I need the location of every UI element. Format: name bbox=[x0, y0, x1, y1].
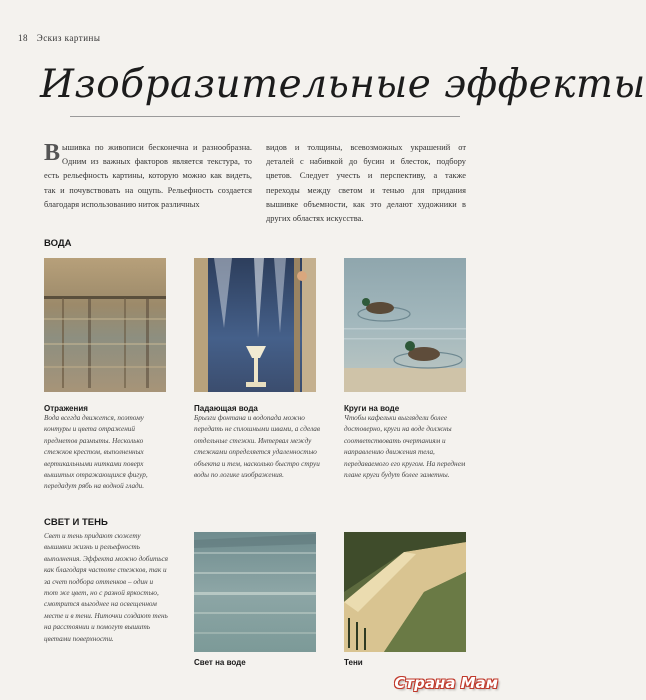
page-number: 18 bbox=[18, 33, 28, 43]
section-heading-light: СВЕТ И ТЕНЬ bbox=[44, 517, 108, 528]
photo-shadows bbox=[344, 532, 466, 652]
intro-right-column: видов и толщины, всевозможных украшений от деталей с набивкой до бусин и блесток, подбору цветов. Следует учесть и перспективу, а также переходы между светом и тенью для придания вышивке объемности, как это делают художники в других областях искусства. bbox=[266, 143, 466, 224]
caption-text-reflections: Вода всегда движется, поэтому контуры и цвета отражений предметов размыты. Несколько стежков крестом, выполненных вертикальными нитками поверх вышитых отражающихся фигур, передадут рябь на водной глади. bbox=[44, 414, 148, 491]
caption-title-falling-water: Падающая вода bbox=[194, 404, 258, 413]
caption-title-shadows: Тени bbox=[344, 658, 363, 667]
intro-left-column bbox=[44, 141, 252, 212]
light-shadow-text: Свет и тень придают сюжету вышивки жизнь и рельефность выполнения. Эффекта можно добиться как благодаря частоте стежков, так и за счет подбора оттенков – один и тот же цвет, но с разной яркостью, смотрится выгоднее на освещенном месте и в тени. Ниточки создают тень на расстоянии и помогут вышить цветами поверхности. bbox=[44, 532, 168, 643]
running-head bbox=[18, 33, 100, 43]
photo-light-on-water bbox=[194, 532, 316, 652]
photo-ducks-circles bbox=[344, 258, 466, 392]
caption-text-falling-water: Брызги фонтана и водопада можно передать не сплошными швами, а сделав отдельные стежки. Интервал между стежками определяется удаленностью объекта и тем, насколько быстро струи воды по логике изображения. bbox=[194, 414, 320, 480]
section-name: Эскиз картины bbox=[36, 33, 101, 43]
title-rule bbox=[70, 116, 460, 117]
intro-left-text: ышивка по живописи бесконечна и разнообразна. Одним из важных факторов является текстура, то есть рельефность картины, которую можно как видеть, так и почувствовать на ощупь. Рельефность создается благодаря использованию ниток различных bbox=[44, 143, 252, 209]
page-title: Изобразительные эффекты bbox=[40, 62, 646, 107]
watermark-logo: Страна Мам bbox=[394, 674, 498, 692]
photo-falling-water bbox=[194, 258, 316, 392]
section-heading-water: ВОДА bbox=[44, 238, 72, 249]
caption-text-circles: Чтобы кафельки выглядели более достоверно, круги на воде должны соответствовать очертаниям и направлению движения тела, передаваемого его кругом. На переднем плане круги будут более заметны. bbox=[344, 414, 466, 480]
caption-title-light-on-water: Свет на воде bbox=[194, 658, 246, 667]
caption-title-reflections: Отражения bbox=[44, 404, 88, 413]
dropcap: В bbox=[44, 140, 61, 166]
photo-reflections bbox=[44, 258, 166, 392]
caption-title-circles: Круги на воде bbox=[344, 404, 400, 413]
